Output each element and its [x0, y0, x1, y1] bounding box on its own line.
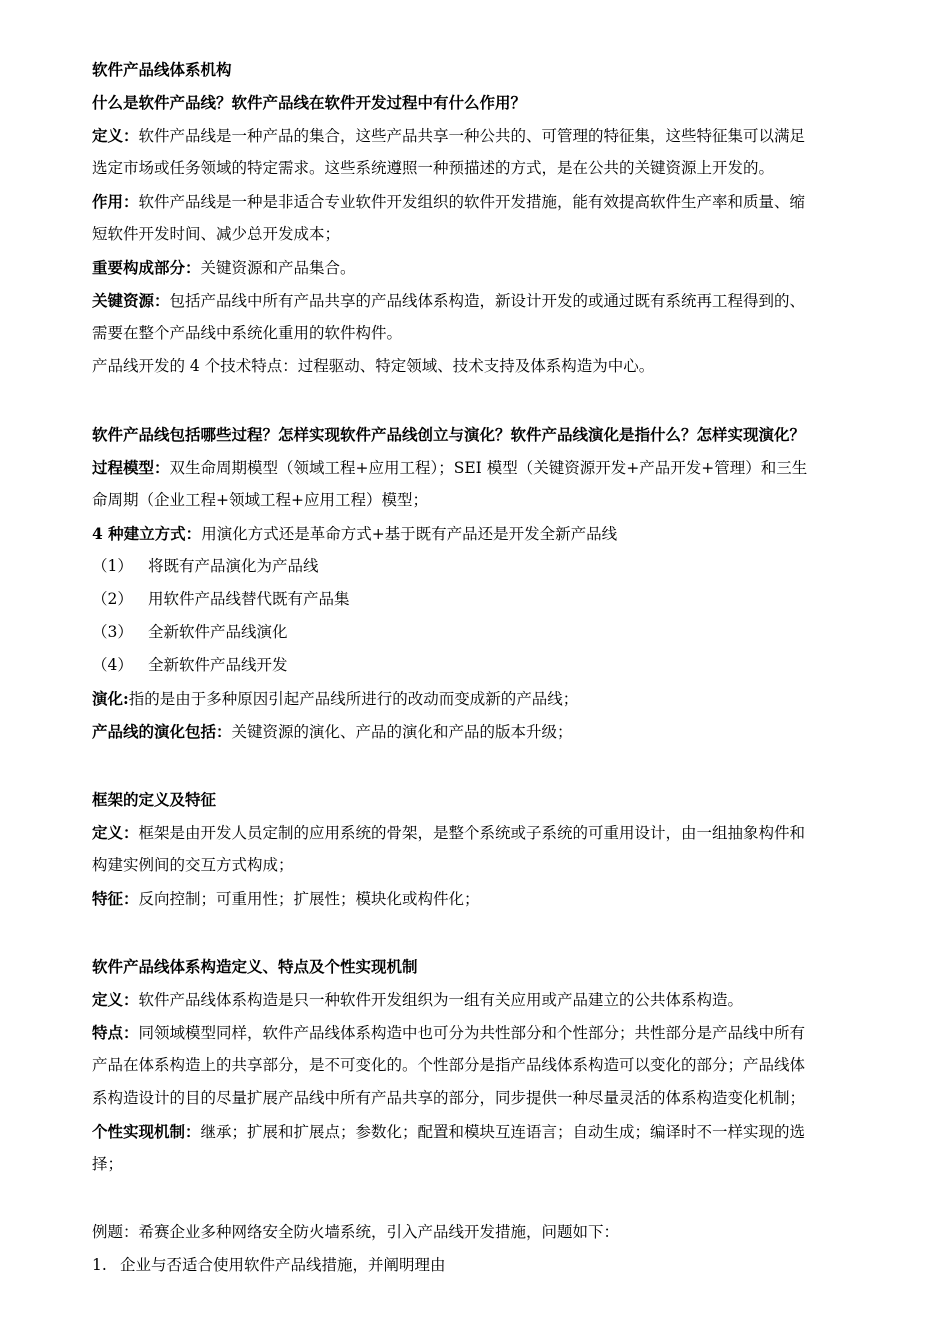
- section-question: 软件产品线包括哪些过程？怎样实现软件产品线创立与演化？软件产品线演化是指什么？怎样实现演化？: [92, 425, 806, 444]
- list-text: 全新软件产品线开发: [148, 656, 288, 674]
- paragraph: [92, 819, 902, 846]
- spacer: [92, 745, 902, 780]
- term-label: 重要构成部分：: [92, 258, 201, 277]
- paragraph: [92, 885, 902, 912]
- paragraph-text: 软件产品线是一种产品的集合，这些产品共享一种公共的、可管理的特征集，这些特征集可以满足: [138, 127, 806, 145]
- term-label: 4 种建立方式：: [92, 524, 202, 543]
- paragraph-line: 构建实例间的交互方式构成；: [92, 856, 294, 874]
- list-item: [92, 553, 902, 580]
- paragraph-text: 用演化方式还是革命方式+基于既有产品还是开发全新产品线: [201, 525, 618, 543]
- paragraph-text: 同领域模型同样，软件产品线体系构造中也可分为共性部分和个性部分；共性部分是产品线中所有: [138, 1024, 806, 1042]
- paragraph-line: 系构造设计的目的尽量扩展产品线中所有产品共享的部分，同步提供一种尽量灵活的体系构造变化机制；: [92, 1089, 806, 1107]
- paragraph: [92, 685, 902, 712]
- paragraph-text: 包括产品线中所有产品共享的产品线体系构造，新设计开发的或通过既有系统再工程得到的、: [169, 292, 806, 310]
- paragraph-line: 命周期（企业工程+领域工程+应用工程）模型；: [92, 491, 428, 509]
- term-label: 作用：: [92, 192, 139, 211]
- paragraph-text: 软件产品线是一种是非适合专业软件开发组织的软件开发措施，能有效提高软件生产率和质量、缩: [138, 193, 806, 211]
- term-label: 定义：: [92, 990, 139, 1009]
- paragraph: [92, 188, 902, 215]
- paragraph-text: 框架是由开发人员定制的应用系统的骨架，是整个系统或子系统的可重用设计，由一组抽象构件和: [138, 824, 806, 842]
- document-page: [92, 56, 902, 1279]
- paragraph-line: 选定市场或任务领域的特定需求。这些系统遵照一种预描述的方式，是在公共的关键资源上开发的。: [92, 159, 775, 177]
- list-text: 企业与否适合使用软件产品线措施，并阐明理由: [120, 1256, 446, 1274]
- term-label: 定义：: [92, 823, 139, 842]
- list-number: （4）: [92, 656, 133, 674]
- paragraph-text: 关键资源和产品集合。: [200, 259, 356, 277]
- term-label: 定义：: [92, 126, 139, 145]
- paragraph-text: 关键资源的演化、产品的演化和产品的版本升级；: [231, 723, 573, 741]
- paragraph: [92, 1019, 902, 1046]
- term-label: 个性实现机制：: [92, 1122, 201, 1141]
- paragraph-text: 反向控制；可重用性；扩展性；模块化或构件化；: [138, 890, 480, 908]
- paragraph-line: 需要在整个产品线中系统化重用的软件构件。: [92, 324, 403, 342]
- term-label: 演化:: [92, 689, 129, 708]
- spacer: [92, 912, 902, 947]
- paragraph-text: 指的是由于多种原因引起产品线所进行的改动而变成新的产品线；: [128, 690, 579, 708]
- paragraph: [92, 986, 902, 1013]
- term-label: 关键资源：: [92, 291, 170, 310]
- list-number: （2）: [92, 590, 133, 608]
- example-intro: 例题：希赛企业多种网络安全防火墙系统，引入产品线开发措施，问题如下：: [92, 1223, 620, 1241]
- section-question: 什么是软件产品线？软件产品线在软件开发过程中有什么作用？: [92, 93, 527, 112]
- list-number: （3）: [92, 623, 133, 641]
- paragraph: [92, 254, 902, 281]
- paragraph: [92, 1118, 902, 1145]
- paragraph: [92, 287, 902, 314]
- term-label: 产品线的演化包括：: [92, 722, 232, 741]
- list-text: 将既有产品演化为产品线: [148, 557, 319, 575]
- paragraph-text: 双生命周期模型（领域工程+应用工程）；SEI 模型（关键资源开发+产品开发+管理）和三生: [169, 459, 808, 477]
- paragraph: 产品线开发的 4 个技术特点：过程驱动、特定领域、技术支持及体系构造为中心。: [92, 357, 655, 375]
- list-number: 1.: [92, 1256, 107, 1274]
- list-text: 用软件产品线替代既有产品集: [148, 590, 350, 608]
- section-title: 框架的定义及特征: [92, 790, 217, 809]
- list-item: [92, 586, 902, 613]
- example-question: [92, 1252, 902, 1279]
- paragraph-text: 继承；扩展和扩展点；参数化；配置和模块互连语言；自动生成；编译时不一样实现的选: [200, 1123, 806, 1141]
- paragraph: [92, 718, 902, 745]
- list-item: [92, 652, 902, 679]
- section-title: 软件产品线体系机构: [92, 60, 232, 79]
- paragraph-line: 产品在体系构造上的共享部分，是不可变化的。个性部分是指产品线体系构造可以变化的部分；产品线体: [92, 1056, 806, 1074]
- list-number: （1）: [92, 557, 133, 575]
- paragraph-text: 软件产品线体系构造是只一种软件开发组织为一组有关应用或产品建立的公共体系构造。: [138, 991, 744, 1009]
- list-text: 全新软件产品线演化: [148, 623, 288, 641]
- paragraph: [92, 520, 902, 547]
- section-title: 软件产品线体系构造定义、特点及个性实现机制: [92, 957, 418, 976]
- term-label: 特征：: [92, 889, 139, 908]
- term-label: 过程模型：: [92, 458, 170, 477]
- term-label: 特点：: [92, 1023, 139, 1042]
- spacer: [92, 1178, 902, 1213]
- spacer: [92, 380, 902, 415]
- paragraph-line: 择；: [92, 1155, 124, 1173]
- list-item: [92, 619, 902, 646]
- paragraph-line: 短软件开发时间、减少总开发成本；: [92, 225, 341, 243]
- paragraph: [92, 122, 902, 149]
- paragraph: [92, 454, 902, 481]
